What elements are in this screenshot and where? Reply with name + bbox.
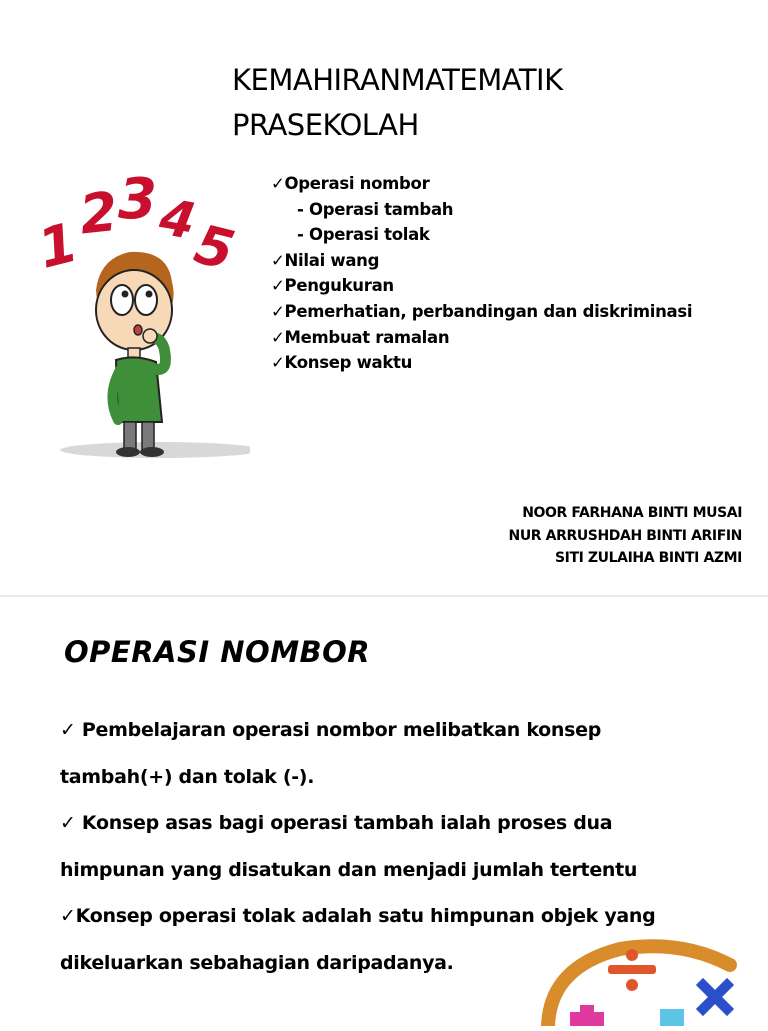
body-line: ✓ Konsep asas bagi operasi tambah ialah proses dua (60, 812, 613, 834)
checklist-item: ✓Pengukuran (271, 276, 394, 296)
checklist-item: ✓Operasi nombor (271, 174, 430, 193)
digit-2: 2 (76, 179, 121, 247)
body-line: tambah(+) dan tolak (-). (60, 765, 315, 788)
body-line: ✓ Pembelajaran operasi nombor melibatkan konsep (60, 719, 602, 741)
checklist-subitem: - Operasi tambah (297, 199, 454, 219)
digit-4: 4 (155, 187, 200, 252)
body-line: ✓Konsep operasi tolak adalah satu himpunan objek yang (60, 905, 656, 927)
author-name: NUR ARRUSHDAH BINTI ARIFIN (508, 527, 742, 544)
topic-checklist (271, 171, 692, 376)
digit-5: 5 (188, 212, 241, 283)
math-operators-icon (530, 937, 768, 1026)
slide-operasi-nombor (0, 595, 768, 1026)
author-name: SITI ZULAIHA BINTI AZMI (555, 550, 742, 566)
body-line: himpunan yang disatukan dan menjadi jumlah tertentu (60, 858, 638, 881)
title-line: KEMAHIRANMATEMATIK (232, 63, 563, 97)
digit-1: 1 (31, 210, 84, 281)
author-name: NOOR FARHANA BINTI MUSAI (522, 505, 742, 521)
author-list (509, 502, 743, 570)
confused-child-with-numbers-icon (0, 170, 250, 470)
body-line: dikeluarkan sebahagian daripadanya. (60, 951, 454, 974)
checklist-item: ✓Nilai wang (271, 250, 380, 270)
page-title (232, 58, 752, 148)
title-line: PRASEKOLAH (232, 108, 419, 142)
checklist-subitem: - Operasi tolak (297, 225, 430, 245)
checklist-item: ✓Konsep waktu (271, 353, 413, 373)
slide-heading: OPERASI NOMBOR (64, 635, 371, 669)
digit-3: 3 (118, 170, 157, 232)
checklist-item: ✓Membuat ramalan (271, 327, 450, 347)
checklist-item: ✓Pemerhatian, perbandingan dan diskriminasi (271, 301, 693, 321)
